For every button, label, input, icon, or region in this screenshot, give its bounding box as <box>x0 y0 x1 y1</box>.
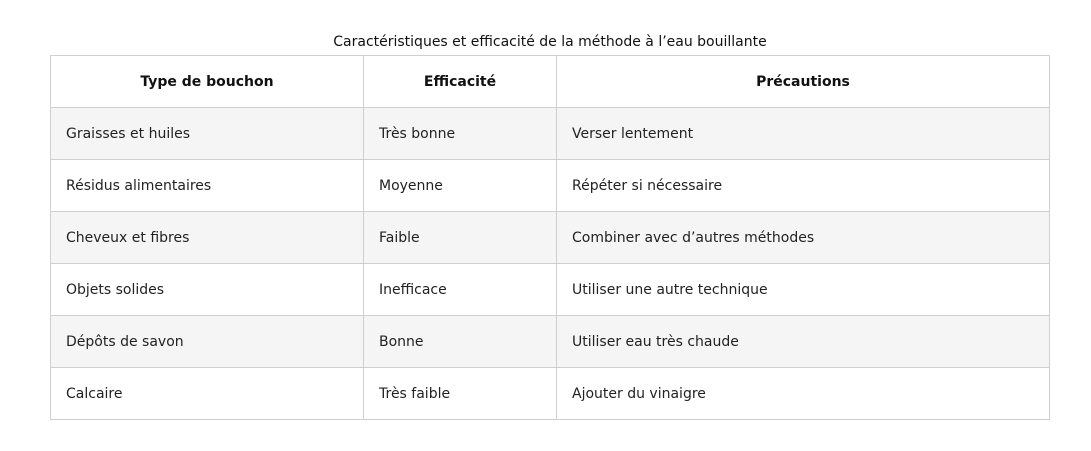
table-row <box>51 264 1050 316</box>
table-row <box>51 316 1050 368</box>
cell-precautions: Répéter si nécessaire <box>557 160 1050 212</box>
cell-type: Objets solides <box>51 264 364 316</box>
table-row <box>51 160 1050 212</box>
table-row <box>51 108 1050 160</box>
table-caption: Caractéristiques et efficacité de la méthode à l’eau bouillante <box>333 34 767 50</box>
cell-type: Résidus alimentaires <box>51 160 364 212</box>
cell-type: Dépôts de savon <box>51 316 364 368</box>
table-header-row <box>51 56 1050 108</box>
cell-efficacite: Très faible <box>364 368 557 420</box>
cell-precautions: Verser lentement <box>557 108 1050 160</box>
table-row <box>51 368 1050 420</box>
cell-type: Cheveux et fibres <box>51 212 364 264</box>
cell-precautions: Utiliser eau très chaude <box>557 316 1050 368</box>
header-type-de-bouchon: Type de bouchon <box>51 56 364 108</box>
cell-efficacite: Inefficace <box>364 264 557 316</box>
cell-efficacite: Faible <box>364 212 557 264</box>
header-precautions: Précautions <box>557 56 1050 108</box>
data-table <box>50 55 1050 420</box>
cell-type: Graisses et huiles <box>51 108 364 160</box>
cell-efficacite: Très bonne <box>364 108 557 160</box>
cell-efficacite: Moyenne <box>364 160 557 212</box>
cell-precautions: Combiner avec d’autres méthodes <box>557 212 1050 264</box>
table-row <box>51 212 1050 264</box>
cell-efficacite: Bonne <box>364 316 557 368</box>
cell-precautions: Utiliser une autre technique <box>557 264 1050 316</box>
cell-precautions: Ajouter du vinaigre <box>557 368 1050 420</box>
cell-type: Calcaire <box>51 368 364 420</box>
header-efficacite: Efficacité <box>364 56 557 108</box>
